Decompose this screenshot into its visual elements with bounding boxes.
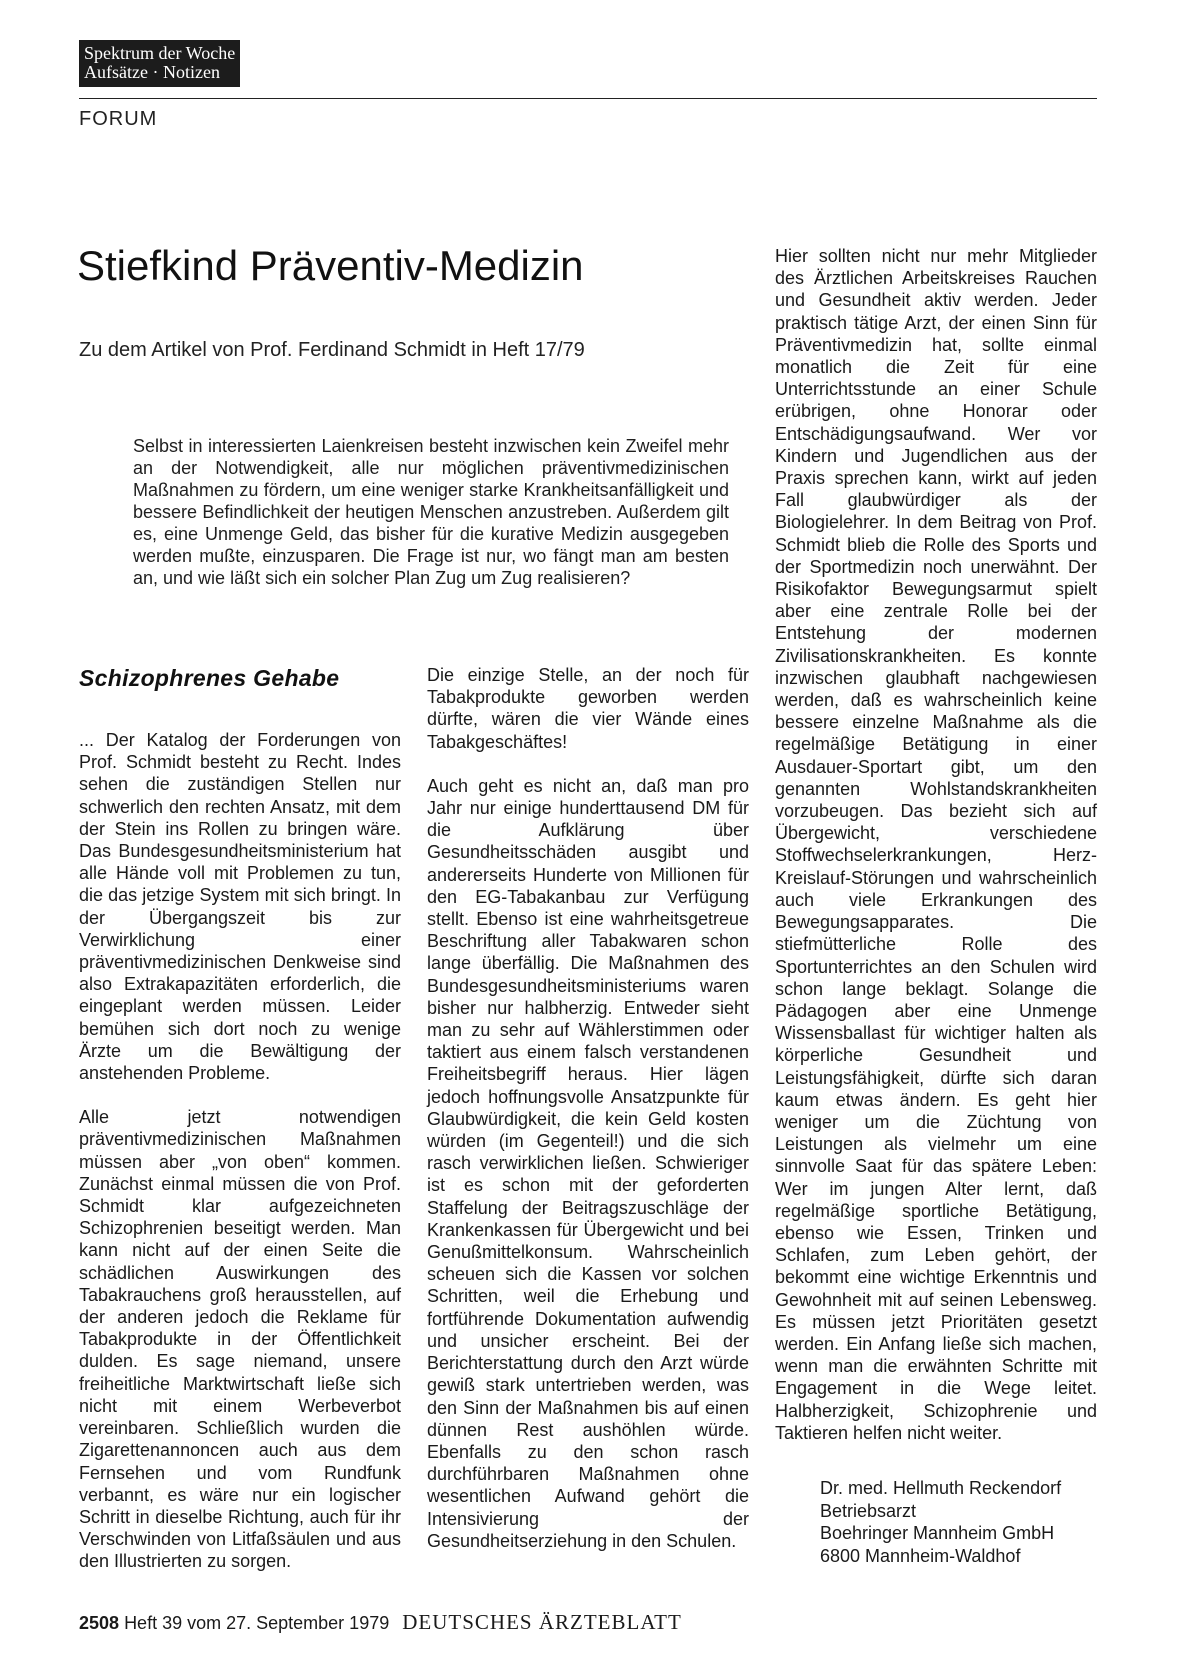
text-column-2 [427,664,749,1574]
author-company: Boehringer Mannheim GmbH [820,1523,1055,1543]
journal-name: DEUTSCHES ÄRZTEBLATT [402,1610,682,1634]
author-name: Dr. med. Hellmuth Reckendorf [820,1478,1062,1498]
page-number: 2508 [79,1613,120,1633]
header-rule [79,98,1097,99]
section-label: FORUM [79,108,158,130]
column-1-paragraph-1: ... Der Katalog der Forderungen von Prof. Schmidt besteht zu Recht. Indes sehen die zuständigen Stellen nur schwerlich den rechten Ansatz, mit dem der Stein ins Rollen zu bringen wäre. Das Bundesgesundheitsministerium hat alle Hände voll mit Problemen zu tun, die das jetzige System mit sich bringt. In der Übergangszeit bis zur Verwirklichung einer präventivmedizinischen Denkweise sind also Extrakapazitäten erforderlich, die eingeplant werden müssen. Leider bemühen sich dort noch zu wenige Ärzte um die Bewältigung der anstehenden Probleme. [79,730,401,1084]
header-line-1: Spektrum der Woche [84,43,236,63]
article-subheading: Schizophrenes Gehabe [79,665,340,691]
header-line-2: Aufsätze · Notizen [84,62,220,82]
author-city: 6800 Mannheim-Waldhof [820,1545,1021,1566]
page-footer [79,1610,682,1635]
lead-paragraph: Selbst in interessierten Laienkreisen besteht inzwischen kein Zweifel mehr an der Notwendigkeit, alle nur möglichen präventivmedizinischen Maßnahmen zu fördern, um eine weniger starke Krankheitsanfälligkeit und bessere Befindlichkeit der heutigen Menschen anzustreben. Außerdem gilt es, eine Unmenge Geld, das bisher für die kurative Medizin ausgegeben werden mußte, einzusparen. Die Frage ist nur, wo fängt man am besten an, und wie läßt sich ein solcher Plan Zug um Zug realisieren? [133,436,729,588]
column-2-paragraph-1: Die einzige Stelle, an der noch für Tabakprodukte geworben werden dürfte, wären die vier Wände eines Tabakgeschäftes! [427,665,749,752]
text-column-1 [79,729,401,1595]
column-3-paragraph-1: Hier sollten nicht nur mehr Mitglieder des Ärztlichen Arbeitskreises Rauchen und Gesundheit aktiv werden. Jeder praktisch tätige Arzt, der einen Sinn für Präventivmedizin hat, sollte einmal monatlich die Zeit für eine Unterrichtsstunde an einer Schule erübrigen, ohne Honorar oder Entschädigungsaufwand. Wer vor Kindern und Jugendlichen aus der Praxis sprechen kann, wirkt auf jeden Fall glaubwürdiger als der Biologielehrer. In dem Beitrag von Prof. Schmidt blieb die Rolle des Sports und der Sportmedizin noch unerwähnt. Der Risikofaktor Bewegungsarmut spielt aber eine zentrale Rolle bei der Entstehung der modernen Zivilisationskrankheiten. Es konnte inzwischen glaubhaft nachgewiesen werden, daß es wahrscheinlich keine bessere einzelne Maßnahme als die regelmäßige Betätigung in einer Ausdauer-Sportart gibt, um den genannten Wohlstandskrankheiten vorzubeugen. Das bezieht sich auf Übergewicht, verschiedene Stoffwechselerkrankungen, Herz-Kreislauf-Störungen und wahrscheinlich auch viele Erkrankungen des Bewegungsapparates. Die stiefmütterliche Rolle des Sportunterrichtes an den Schulen wird schon lange beklagt. Solange die Pädagogen aber eine Unmenge Wissensballast für wichtiger halten als körperliche Gesundheit und Leistungsfähigkeit, dürfte sich daran kaum etwas ändern. Es geht hier weniger um die Züchtung von Leistungen als vielmehr um eine sinnvolle Saat für das spätere Leben: Wer im jungen Alter lernt, daß regelmäßige sportliche Betätigung, ebenso wie Essen, Trinken und Schlafen, zum Leben gehört, der bekommt eine wichtige Erkenntnis und Gewohnheit mit auf seinen Lebensweg. Es müssen jetzt Prioritäten gesetzt werden. Ein Anfang ließe sich machen, wenn man die erwähnten Schritte mit Engagement in die Wege leitet. Halbherzigkeit, Schizophrenie und Taktieren helfen nicht weiter. [775,246,1097,1443]
author-signature [820,1477,1061,1567]
column-1-paragraph-2: Alle jetzt notwendigen präventivmedizinischen Maßnahmen müssen aber „von oben“ kommen. Zunächst einmal müssen die von Prof. Schmidt klar aufgezeichneten Schizophrenien beseitigt werden. Man kann nicht auf der einen Seite die schädlichen Auswirkungen des Tabakrauchens groß herausstellen, auf der anderen jedoch die Reklame für Tabakprodukte in der Öffentlichkeit dulden. Es sage niemand, unsere freiheitliche Marktwirtschaft ließe sich nicht mit einem Werbeverbot vereinbaren. Schließlich wurden die Zigarettenannoncen auch aus dem Fernsehen und vom Rundfunk verbannt, es wäre nur ein logischer Schritt in dieselbe Richtung, auch für ihr Verschwinden von Litfaßsäulen und aus den Illustrierten zu sorgen. [79,1107,401,1572]
text-column-3 [775,245,1097,1466]
column-2-paragraph-2: Auch geht es nicht an, daß man pro Jahr nur einige hunderttausend DM für die Aufklärung über Gesundheitsschäden ausgibt und andererseits Hunderte von Millionen für den EG-Tabakanbau zur Verfügung stellt. Ebenso ist eine wahrheitsgetreue Beschriftung aller Tabakwaren schon lange überfällig. Die Maßnahmen des Bundesgesundheitsministeriums waren bisher nur halbherzig. Entweder sieht man zu sehr auf Wählerstimmen oder taktiert aus einem falsch verstandenen Freiheitsbegriff heraus. Hier lägen jedoch hoffnungsvolle Ansatzpunkte für Glaubwürdigkeit, die kein Geld kosten würden (im Gegenteil!) und die sich rasch verwirklichen ließen. Schwieriger ist es schon mit der geforderten Staffelung der Beitragszuschläge der Krankenkassen für Übergewicht und bei Genußmittelkonsum. Wahrscheinlich scheuen sich die Kassen vor solchen Schritten, weil die Erhebung und fortführende Dokumentation aufwendig und unsicher erscheint. Bei der Berichterstattung durch den Arzt würde gewiß stark untertrieben werden, was den Sinn der Maßnahmen bis auf einen dünnen Rest aushöhlen würde. Ebenfalls zu den schon rasch durchführbaren Maßnahmen ohne wesentlichen Aufwand gehört die Intensivierung der Gesundheitserziehung in den Schulen. [427,775,749,1551]
article-lead [133,435,729,589]
section-header-box [79,40,240,87]
article-subtitle: Zu dem Artikel von Prof. Ferdinand Schmidt in Heft 17/79 [79,339,585,361]
issue-info: Heft 39 vom 27. September 1979 [124,1613,390,1633]
article-title: Stiefkind Präventiv-Medizin [77,242,584,289]
author-role: Betriebsarzt [820,1500,917,1521]
